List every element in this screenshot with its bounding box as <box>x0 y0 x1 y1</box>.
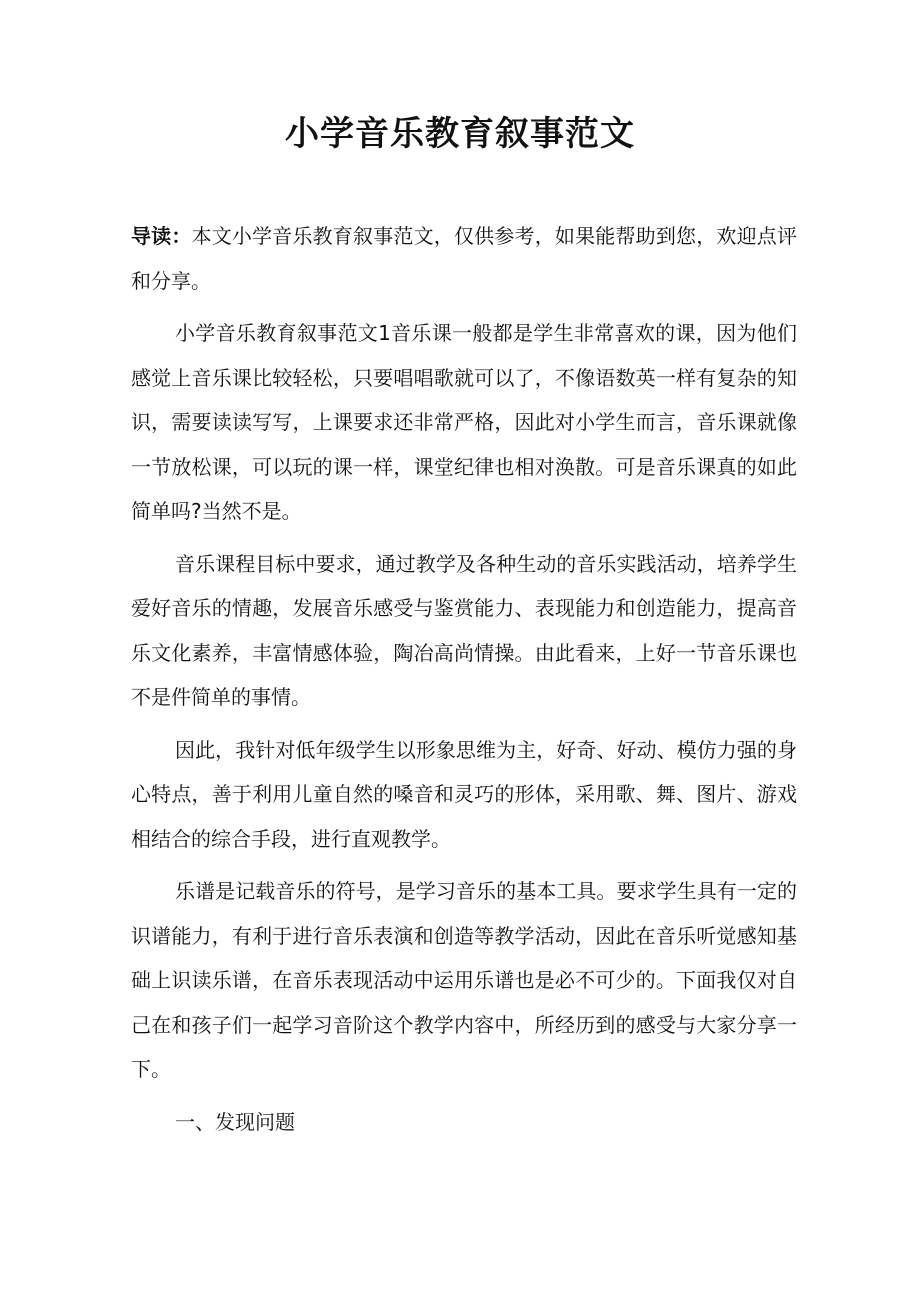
section-heading: 一、发现问题 <box>175 1109 295 1134</box>
body-paragraph-2: 音乐课程目标中要求，通过教学及各种生动的音乐实践活动，培养学生爱好音乐的情趣，发展音乐感受与鉴赏能力、表现能力和创造能力，提高音乐文化素养，丰富情感体验，陶冶高尚情操。由此看来，上好一节音乐课也不是件简单的事情。 <box>131 551 797 709</box>
document-body <box>131 214 797 1152</box>
lead-label: 导读： <box>131 224 192 248</box>
body-paragraph-1: 小学音乐教育叙事范文1音乐课一般都是学生非常喜欢的课，因为他们感觉上音乐课比较轻松，只要唱唱歌就可以了，不像语数英一样有复杂的知识，需要读读写写，上课要求还非常严格，因此对小学生而言，音乐课就像一节放松课，可以玩的课一样，课堂纪律也相对涣散。可是音乐课真的如此简单吗?当然不是。 <box>131 321 797 523</box>
document-title: 小学音乐教育叙事范文 <box>285 114 635 154</box>
body-paragraph-3: 因此，我针对低年级学生以形象思维为主，好奇、好动、模仿力强的身心特点，善于利用儿童自然的嗓音和灵巧的形体，采用歌、舞、图片、游戏相结合的综合手段，进行直观教学。 <box>131 737 797 851</box>
body-paragraph-4: 乐谱是记载音乐的符号，是学习音乐的基本工具。要求学生具有一定的识谱能力，有利于进行音乐表演和创造等教学活动，因此在音乐听觉感知基础上识读乐谱，在音乐表现活动中运用乐谱也是必不可少的。下面我仅对自己在和孩子们一起学习音阶这个教学内容中，所经历到的感受与大家分享一下。 <box>131 879 797 1081</box>
lead-paragraph <box>131 214 797 303</box>
lead-text: 本文小学音乐教育叙事范文，仅供参考，如果能帮助到您，欢迎点评和分享。 <box>131 224 797 293</box>
